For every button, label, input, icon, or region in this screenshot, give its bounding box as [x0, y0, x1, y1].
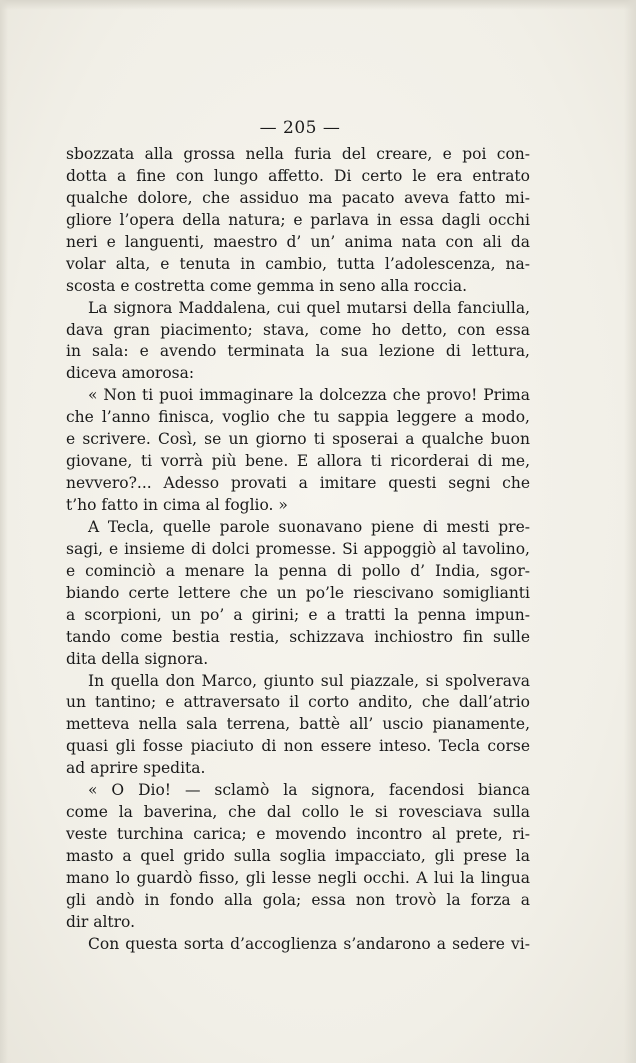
text-line: gliore l’opera della natura; e parlava in essa dagli occhi [66, 210, 530, 229]
page-right-edge [624, 0, 636, 1063]
text-line: quasi gli fosse piaciuto di non essere inteso. Tecla corse [66, 737, 530, 756]
text-line: come la baverina, che dal collo le si rovesciava sulla [66, 803, 530, 822]
page-top-edge [0, 0, 636, 10]
text-line: e scrivere. Così, se un giorno ti sposerai a qualche buon [66, 430, 530, 449]
text-line: biando certe lettere che un po’le riescivano somiglianti [66, 583, 530, 602]
text-line: in sala: e avendo terminata la sua lezione di lettura, [66, 342, 530, 361]
text-line: Con questa sorta d’accoglienza s’andarono a sedere vi- [88, 934, 530, 953]
text-line: che l’anno finisca, voglio che tu sappia leggere a modo, [66, 408, 530, 427]
page-number: — 205 — [259, 118, 341, 138]
text-line: In quella don Marco, giunto sul piazzale, si spolverava [88, 671, 530, 690]
text-line: dotta a fine con lungo affetto. Di certo le era entrato [66, 166, 530, 185]
text-line: scosta e costretta come gemma in seno alla roccia. [66, 276, 468, 295]
text-line: sbozzata alla grossa nella furia del creare, e poi con- [66, 145, 530, 163]
text-line: A Tecla, quelle parole suonavano piene di mesti pre- [88, 517, 530, 536]
text-line: volar alta, e tenuta in cambio, tutta l’adolescenza, na- [66, 254, 530, 273]
text-line: a scorpioni, un po’ a girini; e a tratti la penna impun- [66, 605, 530, 624]
text-line: neri e languenti, maestro d’ un’ anima nata con ali da [66, 232, 530, 251]
text-line: qualche dolore, che assiduo ma pacato aveva fatto mi- [66, 188, 530, 207]
text-line: tando come bestia restia, schizzava inchiostro fin sulle [66, 627, 530, 646]
text-line: masto a quel grido sulla soglia impacciato, gli prese la [66, 847, 530, 865]
text-line: diceva amorosa: [66, 364, 195, 383]
text-line: dita della signora. [66, 649, 209, 668]
text-line: e cominciò a menare la penna di pollo d’ India, sgor- [66, 561, 530, 580]
text-line: « O Dio! — sclamò la signora, facendosi bianca [88, 781, 530, 800]
text-line: gli andò in fondo alla gola; essa non trovò la forza a [66, 890, 530, 909]
text-line: t’ho fatto in cima al foglio. » [66, 496, 288, 514]
text-line: dava gran piacimento; stava, come ho detto, con essa [66, 320, 530, 339]
text-line: « Non ti puoi immaginare la dolcezza che provo! Prima [88, 386, 530, 405]
text-line: giovane, ti vorrà più bene. E allora ti ricorderai di me, [66, 452, 530, 471]
text-line: metteva nella sala terrena, battè all’ uscio pianamente, [66, 715, 530, 734]
body-text [66, 144, 530, 956]
page-left-edge [0, 0, 8, 1063]
text-line: La signora Maddalena, cui quel mutarsi della fanciulla, [88, 298, 530, 317]
text-line: sagi, e insieme di dolci promesse. Si appoggiò al tavolino, [66, 539, 530, 558]
text-line: dir altro. [66, 912, 136, 931]
text-line: un tantino; e attraversato il corto andito, che dall’atrio [66, 693, 530, 712]
text-line: ad aprire spedita. [66, 759, 206, 778]
text-line: veste turchina carica; e movendo incontro al prete, ri- [66, 825, 530, 844]
text-line: nevvero?... Adesso provati a imitare questi segni che [66, 474, 530, 493]
text-line: mano lo guardò fisso, gli lesse negli occhi. A lui la lingua [66, 868, 530, 887]
